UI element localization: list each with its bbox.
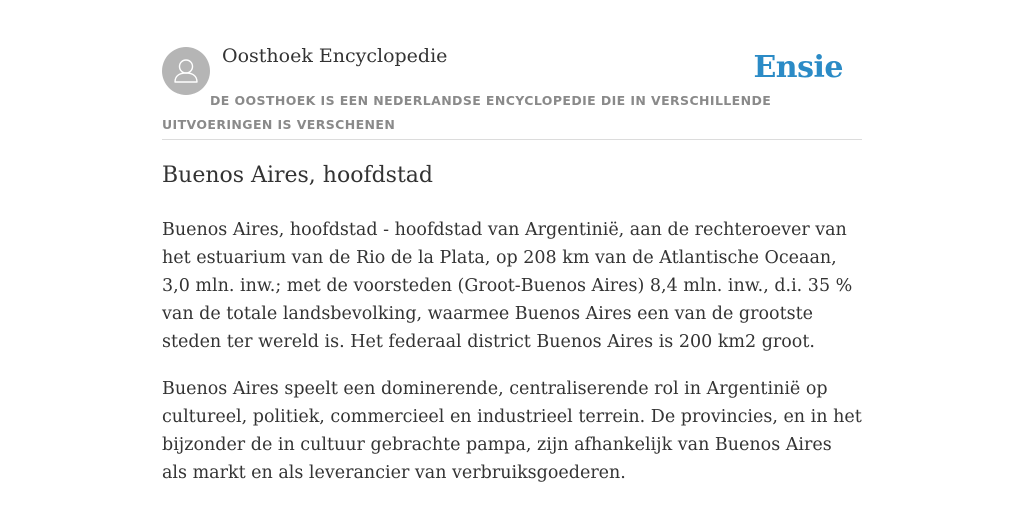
brand-logo[interactable]: Ensie bbox=[753, 50, 843, 85]
article-body bbox=[162, 216, 862, 506]
site-tagline: DE OOSTHOEK IS EEN NEDERLANDSE ENCYCLOPEDIE DIE IN VERSCHILLENDE UITVOERINGEN IS VERSCHENEN bbox=[162, 93, 772, 132]
article-paragraph: Buenos Aires, hoofdstad - hoofdstad van Argentinië, aan de rechteroever van het estuarium van de Rio de la Plata, op 208 km van de Atlantische Oceaan, 3,0 mln. inw.; met de voorsteden (Groot-Buenos Aires) 8,4 mln. inw., d.i. 35 % van de totale landsbevolking, waarmee Buenos Aires een van de grootste steden ter wereld is. Het federaal district Buenos Aires is 200 km2 groot. bbox=[162, 220, 853, 352]
site-title[interactable]: Oosthoek Encyclopedie bbox=[222, 45, 448, 67]
site-header bbox=[162, 0, 862, 140]
user-icon bbox=[162, 47, 210, 95]
article-title: Buenos Aires, hoofdstad bbox=[162, 163, 434, 188]
avatar[interactable] bbox=[162, 47, 210, 95]
page bbox=[162, 0, 862, 483]
article-paragraph: Buenos Aires speelt een dominerende, centraliserende rol in Argentinië op cultureel, politiek, commercieel en industrieel terrein. De provincies, en in het bijzonder de in cultuur gebrachte pampa, zijn afhankelijk van Buenos Aires als markt en als leverancier van verbruiksgoederen. bbox=[162, 379, 862, 483]
